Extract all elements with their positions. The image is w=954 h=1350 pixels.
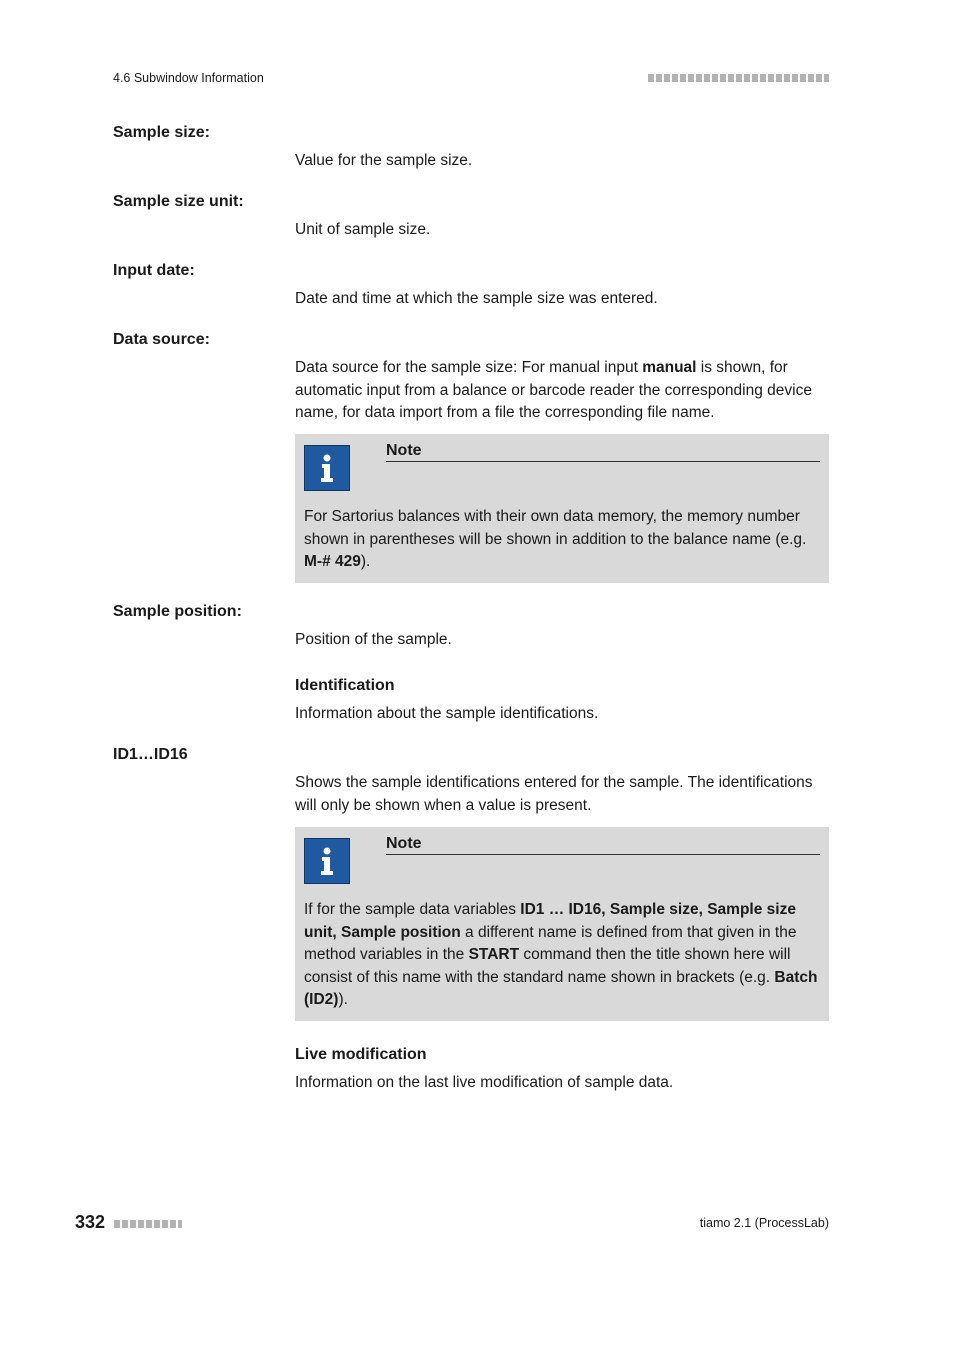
desc-sample-size: Value for the sample size. xyxy=(295,152,473,169)
page-number: 332 xyxy=(75,1212,106,1232)
product-name: tiamo 2.1 (ProcessLab) xyxy=(699,1216,829,1230)
note-box-2 xyxy=(295,827,829,1021)
manual-keyword: manual xyxy=(642,359,697,376)
term-sample-size: Sample size: xyxy=(113,124,210,141)
desc-live-modification: Information on the last live modification of sample data. xyxy=(295,1074,674,1091)
note-box-1 xyxy=(295,434,829,583)
note-title: Note xyxy=(386,442,820,462)
term-input-date: Input date: xyxy=(113,262,195,279)
desc-sample-size-unit: Unit of sample size. xyxy=(295,221,431,238)
term-id: ID1…ID16 xyxy=(113,746,188,763)
desc-input-date: Date and time at which the sample size was entered. xyxy=(295,290,658,307)
note-title: Note xyxy=(386,835,820,855)
term-sample-position: Sample position: xyxy=(113,603,242,620)
header-decoration xyxy=(648,74,829,82)
note-text: For Sartorius balances with their own data memory, the memory number shown in parentheses will be shown in addition to the balance name (e.g. M-# 429). xyxy=(304,508,807,571)
note-text: If for the sample data variables ID1 … ID16, Sample size, Sample size unit, Sample position a different name is defined from that given in the method variables in the START command then the title shown here will consist of this name with the standard name shown in brackets (e.g. Batch (ID2)). xyxy=(304,901,818,1009)
term-sample-size-unit: Sample size unit: xyxy=(113,193,244,210)
desc-id: Shows the sample identifications entered for the sample. The identifications will only be shown when a value is present. xyxy=(295,774,813,814)
heading-live-modification: Live modification xyxy=(295,1046,427,1063)
desc-identification: Information about the sample identifications. xyxy=(295,705,599,722)
footer-decoration xyxy=(114,1220,182,1228)
info-icon xyxy=(304,838,350,884)
desc-data-source: Data source for the sample size: For manual input manual is shown, for automatic input from a balance or barcode reader the corresponding device name, for data import from a file the corresponding file name. xyxy=(295,359,812,422)
heading-identification: Identification xyxy=(295,677,395,694)
desc-sample-position: Position of the sample. xyxy=(295,631,452,648)
running-header: 4.6 Subwindow Information xyxy=(113,71,264,85)
info-icon xyxy=(304,445,350,491)
term-data-source: Data source: xyxy=(113,331,210,348)
